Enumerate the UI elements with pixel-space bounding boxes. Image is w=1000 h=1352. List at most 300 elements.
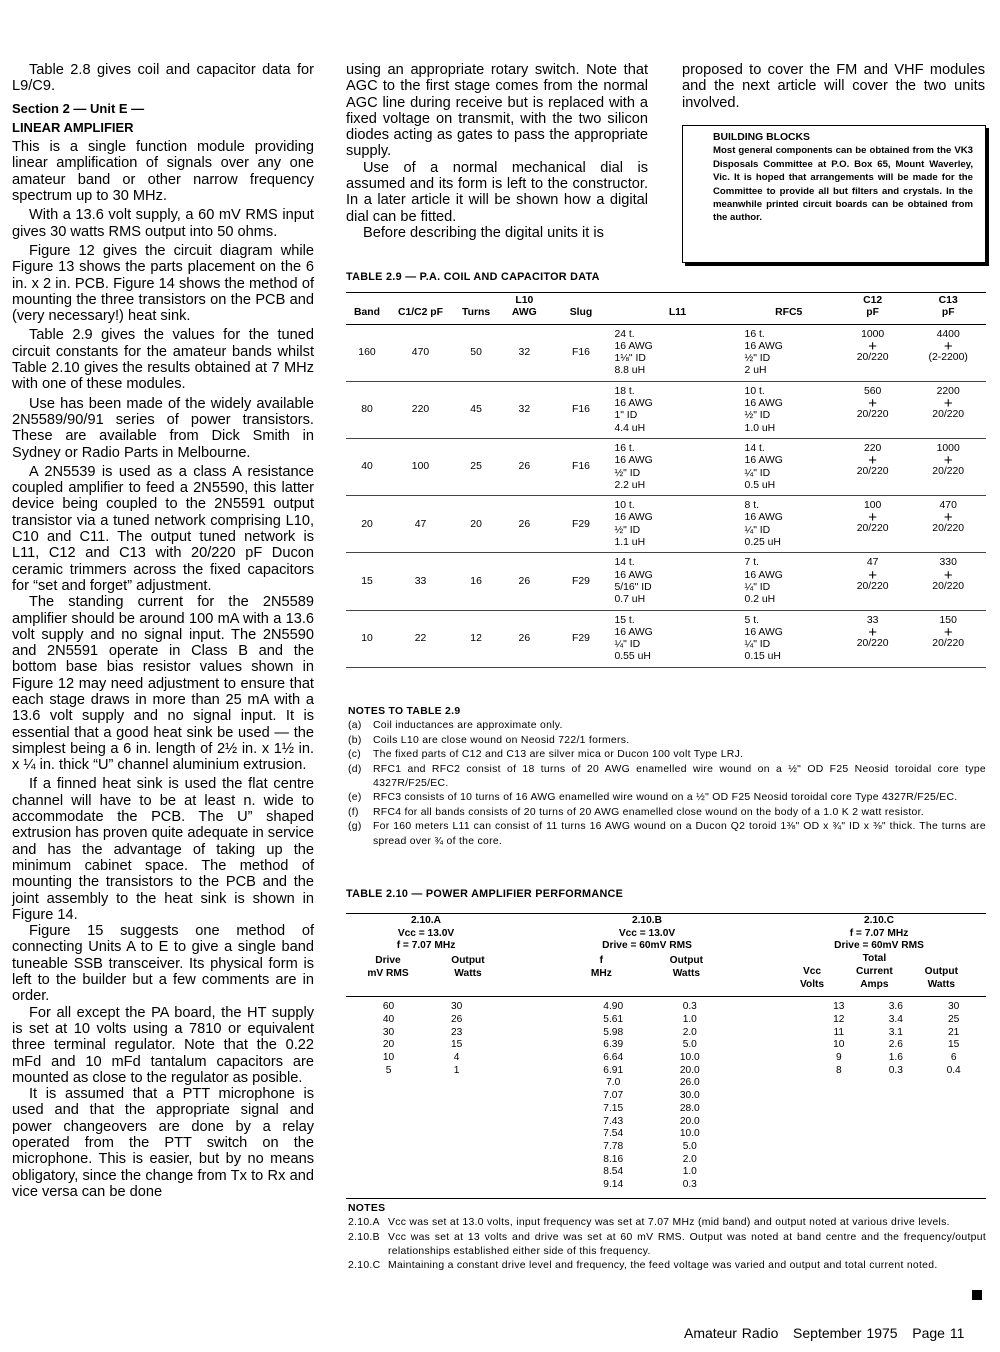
note-item bbox=[348, 748, 986, 762]
col-vcc bbox=[807, 1001, 870, 1192]
col-header-line: Total bbox=[862, 953, 887, 965]
col-header bbox=[856, 953, 893, 991]
cell-turns: 50 bbox=[453, 324, 499, 381]
cell-value: 15 bbox=[450, 1039, 463, 1051]
col-header-line: Watts bbox=[454, 967, 482, 979]
note-text: RFC1 and RFC2 consist of 18 turns of 20 AWG enamelled wire wound on a ½" OD F25 Neosid toroidal core type 4327R/F25/EC. bbox=[373, 763, 986, 790]
cell-line: 0.5 uH bbox=[744, 479, 776, 491]
cell-line: 1⅛" ID bbox=[614, 353, 646, 365]
col-header-line: Output bbox=[451, 955, 485, 967]
notes-title: NOTES TO TABLE 2.9 bbox=[348, 706, 461, 717]
paragraph: Table 2.9 gives the values for the tuned circuit constants for the amateur bands whilst Table 2.10 gives the results obtained at 7 MHz with one of these modules. bbox=[12, 327, 314, 393]
cell-c12 bbox=[835, 610, 911, 667]
cell-value: 5.61 bbox=[603, 1013, 624, 1025]
cell-line: 1.1 uH bbox=[614, 537, 646, 549]
group-condition: Vcc = 13.0V bbox=[618, 927, 676, 939]
cell-l11 bbox=[612, 438, 742, 495]
cell-line: 15 t. bbox=[614, 614, 635, 626]
paragraph: Use has been made of the widely available 2N5589/90/91 series of power transistors. These are available from Dick Smith in Sydney or Radio Parts in Melbourne. bbox=[12, 395, 314, 461]
cell-value: 7.78 bbox=[603, 1140, 624, 1152]
col-header bbox=[800, 953, 824, 991]
cell-line: ¼" ID bbox=[744, 524, 771, 536]
cell-line: 220 bbox=[863, 442, 882, 454]
notes-table-2-9 bbox=[348, 705, 986, 849]
cell-line: 20/220 bbox=[932, 409, 965, 421]
cell-value: 7.43 bbox=[603, 1115, 624, 1127]
cell-value: 20 bbox=[382, 1039, 395, 1051]
cell-c13 bbox=[910, 610, 986, 667]
note-text: Maintaining a constant drive level and frequency, the feed voltage was varied and output and total current noted. bbox=[388, 1260, 938, 1272]
cell-line: 1" ID bbox=[614, 410, 638, 422]
column-3 bbox=[682, 62, 985, 111]
col-header bbox=[367, 955, 408, 980]
cell-value: 0.4 bbox=[946, 1064, 961, 1076]
cell-value: 0.3 bbox=[888, 1064, 903, 1076]
cell-value: 10 bbox=[382, 1052, 395, 1064]
paragraph: The standing current for the 2N5589 amplifier should be around 100 mA with a 13.6 volt supply and no signal input. The 2N5590 and 2N5591 operate in Class B and the bottom base bias resistor values shown in Figure 12 may need adjustment to ensure that each stage draws in more than 25 mA with a 13.6 volt supply and no signal input. It is essential that a good heat sink be used — the simplest being a 6 in. length of 2½ in. x 1½ in. x ¼ in. thick “U” channel aluminium extrusion. bbox=[12, 594, 314, 774]
cell-line: 16 AWG bbox=[614, 340, 653, 352]
cell-value: 10.0 bbox=[679, 1052, 700, 1064]
cell-c13 bbox=[910, 381, 986, 438]
cell-line: + bbox=[943, 623, 953, 641]
cell-value: 30 bbox=[382, 1026, 395, 1038]
paragraph: using an appropriate rotary switch. Note that AGC to the first stage comes from the normal AGC line during receive but is replaced with a fixed voltage on transmit, with the two silicon diodes acting as gates to pass the appropriate supply. bbox=[346, 62, 648, 160]
section-heading: Section 2 — Unit E — bbox=[12, 100, 145, 116]
cell-rfc5 bbox=[743, 553, 835, 610]
col-header bbox=[910, 293, 986, 325]
cell-band: 15 bbox=[346, 553, 388, 610]
table-row bbox=[346, 438, 986, 495]
col-header-c13: C13 bbox=[938, 295, 958, 306]
cell-line: 8.8 uH bbox=[614, 365, 646, 377]
group-b-header bbox=[562, 915, 732, 991]
cell-value: 40 bbox=[382, 1013, 395, 1025]
cell-value: 0.3 bbox=[682, 1001, 697, 1013]
cell-awg: 26 bbox=[499, 438, 549, 495]
cell-slug: F29 bbox=[550, 610, 613, 667]
paragraph: This is a single function module providing linear amplification of signals over any one amateur band or other narrow frequency spectrum up to 30 MHz. bbox=[12, 139, 314, 205]
table-2-9-title: TABLE 2.9 — P.A. COIL AND CAPACITOR DATA bbox=[346, 271, 600, 283]
cell-slug: F16 bbox=[550, 381, 613, 438]
cell-line: + bbox=[943, 452, 953, 470]
paragraph: With a 13.6 volt supply, a 60 mV RMS input gives 30 watts RMS output into 50 ohms. bbox=[12, 207, 314, 240]
cell-value: 30 bbox=[947, 1001, 960, 1013]
cell-slug: F29 bbox=[550, 553, 613, 610]
col-output bbox=[921, 1001, 986, 1192]
note-text: Vcc was set at 13.0 volts, input frequency was set at 7.07 MHz (mid band) and output noted at various drive levels. bbox=[388, 1217, 950, 1229]
cell-line: 20/220 bbox=[932, 466, 965, 478]
cell-slug: F16 bbox=[550, 324, 613, 381]
note-item bbox=[348, 820, 986, 849]
col-header-line: Output bbox=[669, 955, 704, 967]
note-key: (a) bbox=[348, 720, 362, 732]
cell-value: 8 bbox=[835, 1064, 842, 1076]
cell-awg: 26 bbox=[499, 496, 549, 553]
cell-value: 60 bbox=[382, 1001, 395, 1013]
cell-c1c2: 47 bbox=[388, 496, 453, 553]
cell-line: 18 t. bbox=[614, 385, 635, 397]
cell-line: 47 bbox=[866, 557, 879, 569]
col-header: RFC5 bbox=[743, 293, 835, 325]
cell-line: 330 bbox=[939, 557, 957, 569]
cell-l11 bbox=[612, 381, 742, 438]
cell-value: 20.0 bbox=[679, 1064, 700, 1076]
cell-line: 0.15 uH bbox=[744, 651, 781, 663]
cell-line: ½" ID bbox=[614, 524, 641, 536]
cell-line: + bbox=[868, 337, 877, 355]
cell-value: 13 bbox=[833, 1001, 845, 1013]
cell-line: 16 AWG bbox=[614, 398, 653, 410]
cell-line: 5 t. bbox=[744, 614, 759, 626]
cell-line: 2.2 uH bbox=[614, 479, 646, 491]
cell-c13 bbox=[910, 496, 986, 553]
cell-line: 8 t. bbox=[744, 500, 759, 512]
note-item bbox=[348, 1216, 986, 1230]
cell-c13 bbox=[910, 553, 986, 610]
cell-band: 40 bbox=[346, 438, 388, 495]
cell-c1c2: 100 bbox=[388, 438, 453, 495]
table-2-10-title: TABLE 2.10 — POWER AMPLIFIER PERFORMANCE bbox=[346, 888, 624, 900]
cell-line: 560 bbox=[863, 385, 882, 397]
group-name: 2.10.A bbox=[410, 915, 441, 926]
col-header bbox=[499, 293, 549, 325]
cell-line: 20/220 bbox=[856, 466, 889, 478]
cell-line: ½" ID bbox=[744, 353, 771, 365]
col-header: C1/C2 pF bbox=[388, 293, 453, 325]
cell-value: 6 bbox=[950, 1052, 957, 1064]
cell-c12 bbox=[835, 553, 911, 610]
cell-line: 100 bbox=[863, 500, 882, 512]
cell-turns: 45 bbox=[453, 381, 499, 438]
cell-value: 25 bbox=[947, 1013, 960, 1025]
cell-c1c2: 470 bbox=[388, 324, 453, 381]
cell-line: 20/220 bbox=[856, 580, 889, 592]
note-text: The fixed parts of C12 and C13 are silver mica or Ducon 100 volt Type LRJ. bbox=[373, 749, 744, 761]
col-header: Band bbox=[346, 293, 388, 325]
col-header-line: Vcc bbox=[802, 965, 822, 977]
col-header-pf: pF bbox=[941, 307, 955, 319]
cell-line: ¼" ID bbox=[744, 639, 771, 651]
cell-l11 bbox=[612, 324, 742, 381]
note-text: For 160 meters L11 can consist of 11 turns 16 AWG wound on a Ducon Q2 toroid 1⅜" OD x ¾" ID x ⅜" thick. The turns are spread over ¾ of the core. bbox=[373, 821, 986, 847]
cell-value: 21 bbox=[947, 1026, 960, 1038]
cell-line: 20/220 bbox=[856, 523, 889, 535]
group-a-header bbox=[346, 915, 506, 991]
cell-line: 16 AWG bbox=[744, 398, 783, 410]
col-drive bbox=[346, 1001, 431, 1192]
cell-line: 16 AWG bbox=[744, 626, 783, 638]
cell-c13 bbox=[910, 438, 986, 495]
cell-c12 bbox=[835, 496, 911, 553]
cell-line: 16 AWG bbox=[614, 512, 653, 524]
cell-line: 2 uH bbox=[744, 365, 767, 377]
cell-c1c2: 22 bbox=[388, 610, 453, 667]
note-key: (b) bbox=[348, 734, 362, 746]
cell-line: 16 AWG bbox=[744, 512, 783, 524]
cell-c12 bbox=[835, 438, 911, 495]
col-freq bbox=[562, 1001, 664, 1192]
cell-value: 6.91 bbox=[603, 1064, 624, 1076]
col-header-line: Drive bbox=[375, 955, 401, 967]
paragraph: Before describing the digital units it is bbox=[363, 224, 604, 241]
note-key: (e) bbox=[348, 792, 362, 804]
paragraph: It is assumed that a PTT microphone is used and that the appropriate signal and power changeovers are done by a relay operated from the PTT switch on the microphone. This is easier, but by no means obligatory, since the change from Tx to Rx and vice versa can be done bbox=[12, 1086, 314, 1200]
cell-line: 0.2 uH bbox=[744, 594, 776, 606]
notes-table-2-10 bbox=[348, 1202, 986, 1273]
cell-line: 0.7 uH bbox=[614, 594, 646, 606]
paragraph: proposed to cover the FM and VHF modules and the next article will cover the two units involved. bbox=[682, 62, 985, 111]
cell-line: 16 AWG bbox=[614, 455, 653, 467]
note-item bbox=[348, 763, 986, 792]
cell-line: 0.25 uH bbox=[744, 537, 781, 549]
cell-line: 16 t. bbox=[614, 442, 635, 454]
cell-value: 30 bbox=[450, 1001, 463, 1013]
group-c-header bbox=[784, 915, 974, 991]
col-header: Slug bbox=[550, 293, 613, 325]
cell-c12 bbox=[835, 381, 911, 438]
cell-turns: 16 bbox=[453, 553, 499, 610]
cell-line: 10 t. bbox=[614, 500, 635, 512]
cell-value: 15 bbox=[947, 1039, 960, 1051]
building-blocks-title: BUILDING BLOCKS bbox=[713, 132, 810, 143]
cell-line: + bbox=[943, 509, 953, 527]
cell-line: 16 AWG bbox=[614, 569, 653, 581]
cell-value: 7.15 bbox=[603, 1102, 624, 1114]
cell-line: ¼" ID bbox=[614, 639, 641, 651]
cell-turns: 25 bbox=[453, 438, 499, 495]
cell-value: 6.64 bbox=[603, 1052, 624, 1064]
cell-value: 1.0 bbox=[682, 1166, 697, 1178]
paragraph: If a finned heat sink is used the flat centre channel will have to be at least n. wide to accommodate the PCB. The U” shaped extrusion has proven quite adequate in service and has the advantage of taking up the minimum cabinet space. The method of mounting the transistors to the PCB and the joint assembly to the heat sink is shown in Figure 14. bbox=[12, 776, 314, 923]
cell-value: 12 bbox=[833, 1013, 845, 1025]
cell-line: + bbox=[868, 623, 877, 641]
cell-line: 20/220 bbox=[856, 351, 889, 363]
cell-value: 4 bbox=[453, 1052, 460, 1064]
cell-line: 4400 bbox=[936, 328, 960, 340]
cell-value: 28.0 bbox=[679, 1102, 700, 1114]
cell-line: 24 t. bbox=[614, 328, 635, 340]
col-header-awg: AWG bbox=[511, 307, 537, 319]
note-item bbox=[348, 806, 986, 820]
table-body bbox=[346, 997, 986, 1198]
cell-value: 11 bbox=[833, 1026, 845, 1038]
note-key: (d) bbox=[348, 763, 362, 775]
cell-line: + bbox=[943, 337, 953, 355]
cell-line: 20/220 bbox=[932, 637, 965, 649]
cell-line: + bbox=[868, 452, 877, 470]
col-header bbox=[925, 953, 958, 991]
cell-value: 26.0 bbox=[679, 1077, 700, 1089]
cell-line: 33 bbox=[866, 614, 879, 626]
note-key: 2.10.B bbox=[348, 1231, 380, 1243]
cell-line: 16 AWG bbox=[744, 569, 783, 581]
cell-line: 4.4 uH bbox=[614, 422, 646, 434]
cell-line: 150 bbox=[939, 614, 957, 626]
cell-l11 bbox=[612, 610, 742, 667]
cell-l11 bbox=[612, 553, 742, 610]
cell-rfc5 bbox=[743, 324, 835, 381]
cell-line: 1000 bbox=[936, 442, 960, 454]
cell-line: (2-2200) bbox=[928, 351, 968, 363]
cell-value: 1.6 bbox=[888, 1052, 903, 1064]
cell-line: + bbox=[868, 566, 877, 584]
column-1 bbox=[12, 62, 314, 1200]
cell-line: 10 t. bbox=[744, 385, 765, 397]
cell-line: 16 t. bbox=[744, 328, 765, 340]
cell-line: 20/220 bbox=[856, 409, 889, 421]
col-output bbox=[431, 1001, 482, 1192]
note-item bbox=[348, 1231, 986, 1260]
col-header: L11 bbox=[612, 293, 742, 325]
note-item bbox=[348, 719, 986, 733]
note-item bbox=[348, 1259, 986, 1273]
column-2 bbox=[346, 62, 648, 241]
group-condition: Drive = 60mV RMS bbox=[602, 940, 692, 952]
table-row bbox=[346, 496, 986, 553]
cell-line: + bbox=[943, 566, 953, 584]
note-text: RFC4 for all bands consists of 20 turns of 20 AWG enamelled close wound on the body of a 1.0 K 2 watt resistor. bbox=[373, 806, 924, 818]
cell-line: 20/220 bbox=[932, 523, 965, 535]
col-header bbox=[835, 293, 911, 325]
cell-line: + bbox=[868, 509, 877, 527]
cell-value: 30.0 bbox=[679, 1090, 700, 1102]
cell-rfc5 bbox=[743, 438, 835, 495]
col-header-line: Output bbox=[924, 965, 959, 977]
cell-value: 2.0 bbox=[682, 1026, 697, 1038]
cell-value: 2.6 bbox=[888, 1039, 903, 1051]
cell-line: 5/16" ID bbox=[614, 581, 652, 593]
table-row bbox=[346, 553, 986, 610]
note-text: Vcc was set at 13 volts and drive was set at 60 mV RMS. Output was noted at band centre and the frequency/output relationships established either side of this frequency. bbox=[388, 1231, 986, 1257]
paragraph: For all except the PA board, the HT supply is set at 10 volts using a 7810 or equivalent three terminal regulator. Note that the 0.22 mFd and 10 mFd tantalum capacitors are mounted as close to the regulator as posible. bbox=[12, 1004, 314, 1086]
cell-line: ¼" ID bbox=[744, 581, 771, 593]
cell-value: 10 bbox=[833, 1039, 845, 1051]
col-header-line: Current bbox=[855, 965, 893, 977]
paragraph: Table 2.8 gives coil and capacitor data for L9/C9. bbox=[12, 62, 314, 95]
note-text: RFC3 consists of 10 turns of 16 AWG enamelled wire wound on a ½" OD F25 Neosid toroidal core Type 4327R/F25/EC. bbox=[373, 792, 958, 804]
group-condition: Vcc = 13.0V bbox=[397, 927, 455, 939]
cell-band: 10 bbox=[346, 610, 388, 667]
cell-value: 1.0 bbox=[682, 1013, 697, 1025]
table-row bbox=[346, 324, 986, 381]
cell-awg: 26 bbox=[499, 610, 549, 667]
table-header bbox=[346, 914, 986, 997]
group-condition: f = 7.07 MHz bbox=[849, 927, 909, 939]
cell-value: 8.54 bbox=[603, 1166, 624, 1178]
note-text: Coil inductances are approximate only. bbox=[373, 720, 563, 732]
cell-awg: 32 bbox=[499, 324, 549, 381]
col-header bbox=[670, 955, 703, 980]
cell-line: 20/220 bbox=[856, 637, 889, 649]
cell-c1c2: 33 bbox=[388, 553, 453, 610]
cell-value: 4.90 bbox=[603, 1001, 624, 1013]
cell-band: 20 bbox=[346, 496, 388, 553]
col-output bbox=[664, 1001, 715, 1192]
col-amps bbox=[870, 1001, 921, 1192]
cell-value: 5.0 bbox=[682, 1039, 697, 1051]
paragraph: Use of a normal mechanical dial is assumed and its form is left to the constructor. In a later article it will be shown how a digital dial can be fitted. bbox=[346, 159, 648, 225]
col-header-l10: L10 bbox=[515, 295, 534, 306]
col-header-line: Watts bbox=[927, 978, 956, 990]
cell-value: 7.07 bbox=[603, 1090, 624, 1102]
cell-value: 1 bbox=[453, 1064, 460, 1076]
notes-title: NOTES bbox=[348, 1203, 386, 1214]
building-blocks-box bbox=[682, 125, 986, 263]
cell-value: 5.0 bbox=[682, 1140, 697, 1152]
cell-line: 1000 bbox=[861, 328, 885, 340]
col-header-line: MHz bbox=[590, 967, 612, 979]
cell-line: ½" ID bbox=[744, 410, 771, 422]
cell-line: 16 AWG bbox=[744, 455, 783, 467]
cell-value: 3.4 bbox=[888, 1013, 903, 1025]
cell-value: 23 bbox=[450, 1026, 463, 1038]
cell-rfc5 bbox=[743, 610, 835, 667]
note-key: (f) bbox=[348, 806, 359, 818]
cell-line: 16 AWG bbox=[614, 626, 653, 638]
cell-value: 3.6 bbox=[888, 1001, 903, 1013]
cell-line: 14 t. bbox=[744, 442, 765, 454]
col-header-line: Amps bbox=[860, 978, 889, 990]
table-header-row bbox=[346, 293, 986, 325]
group-name: 2.10.B bbox=[631, 915, 662, 926]
cell-band: 80 bbox=[346, 381, 388, 438]
cell-line: 2200 bbox=[936, 385, 960, 397]
col-header: Turns bbox=[453, 293, 499, 325]
note-item bbox=[348, 734, 986, 748]
cell-value: 6.39 bbox=[603, 1039, 624, 1051]
cell-value: 9 bbox=[835, 1052, 842, 1064]
note-key: (c) bbox=[348, 749, 362, 761]
table-2-10 bbox=[346, 913, 986, 1199]
cell-value: 0.3 bbox=[682, 1179, 697, 1191]
table-row bbox=[346, 610, 986, 667]
building-blocks-text: Most general components can be obtained from the VK3 Disposals Committee at P.O. Box 65, Mount Waverley, Vic. It is hoped that arrangements will be made for the Committee to provide all but filters and crystals. In the meanwhile printed circuit boards can be obtained from the author. bbox=[713, 145, 973, 224]
cell-turns: 20 bbox=[453, 496, 499, 553]
cell-line: + bbox=[868, 395, 877, 413]
table-2-9 bbox=[346, 292, 986, 668]
note-key: (g) bbox=[348, 821, 362, 833]
cell-value: 5.98 bbox=[603, 1026, 624, 1038]
cell-rfc5 bbox=[743, 496, 835, 553]
paragraph: A 2N5539 is used as a class A resistance coupled amplifier to feed a 2N5590, this latter device being coupled to the 2N5591 output transistor via a tuned network comprising L10, C10 and C11. The output tuned network is L11, C12 and C13 with 20/220 pF Ducon ceramic trimmers across the fixed capacitors for “set and forget” adjustment. bbox=[12, 463, 314, 594]
cell-value: 7.0 bbox=[606, 1077, 621, 1089]
col-header-line: f bbox=[599, 955, 604, 967]
group-name: 2.10.C bbox=[863, 915, 894, 926]
paragraph: Figure 12 gives the circuit diagram while Figure 13 shows the parts placement on the 6 in. x 2 in. PCB. Figure 14 shows the method of mounting the three transistors on the PCB and (very necessary!) heat sink. bbox=[12, 242, 314, 325]
cell-line: 0.55 uH bbox=[614, 651, 651, 663]
cell-c1c2: 220 bbox=[388, 381, 453, 438]
note-text: Coils L10 are close wound on Neosid 722/1 formers. bbox=[373, 734, 630, 746]
cell-value: 3.1 bbox=[888, 1026, 903, 1038]
paragraph: Figure 15 suggests one method of connecting Units A to E to give a single band tuneable SSB transceiver. Its physical form is left to the builder but a few comments are in order. bbox=[12, 923, 314, 1005]
section-title: LINEAR AMPLIFIER bbox=[12, 119, 134, 135]
group-condition: Drive = 60mV RMS bbox=[834, 940, 924, 952]
cell-slug: F16 bbox=[550, 438, 613, 495]
cell-c12 bbox=[835, 324, 911, 381]
cell-line: 470 bbox=[939, 500, 957, 512]
cell-value: 5 bbox=[385, 1064, 392, 1076]
page-footer: Amateur Radio September 1975 Page 11 bbox=[684, 1325, 965, 1341]
cell-turns: 12 bbox=[453, 610, 499, 667]
end-mark-icon bbox=[972, 1290, 982, 1300]
cell-line: + bbox=[943, 395, 953, 413]
cell-awg: 26 bbox=[499, 553, 549, 610]
cell-rfc5 bbox=[743, 381, 835, 438]
cell-slug: F29 bbox=[550, 496, 613, 553]
cell-line: ¼" ID bbox=[744, 467, 771, 479]
col-header-c12: C12 bbox=[863, 295, 883, 306]
cell-c13 bbox=[910, 324, 986, 381]
